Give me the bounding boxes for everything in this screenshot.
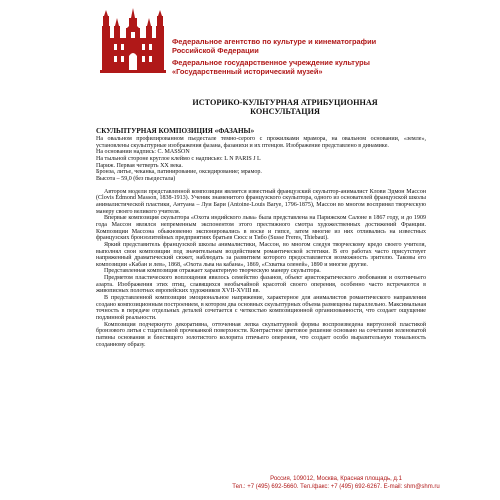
title-line-1: ИСТОРИКО-КУЛЬТУРНАЯ АТРИБУЦИОННАЯ [192, 98, 378, 107]
document-title [150, 98, 420, 116]
item-place-date: Париж. Первая четверть XX века. [96, 162, 183, 169]
org-name-museum [172, 59, 370, 76]
footer-contacts: Тел.: +7 (495) 692-5660. Тел./факс: +7 (495) 692-6267. E-mail: shm@shm.ru [232, 483, 440, 490]
paragraph: Композиция подчеркнуто декоративна, отточенная лепка скульптурной формы воспроизведена виртуозной пластикой бронзового литья с тщательной прочеканкой поверхности. Контрастное цветовое решение основано на сочетании зеленоватой патины основания и блестящего золотистого колорита птичьего оперения, что создает особо выразительную тональность созданному образу. [96, 321, 426, 348]
item-height: Высота – 59,0 (без пьедестала) [96, 175, 176, 182]
title-line-2: КОНСУЛЬТАЦИЯ [250, 107, 320, 116]
paragraph: Яркий представитель французской школы анималистики, Массон, во многом следуя творческому кредо своего учителя, выполнял свои композиции под значительным воздействием романтической эстетики. В его работах часто присутствует напряженный драматический сюжет, наблюдать за развитием которого предоставляется возможность зрителю. Таковы его композиции «Кабан и лев», 1868, «Охота льва на кабана», 1869, «Схватка оленей», 1890 и многие другие. [96, 241, 426, 268]
item-material: Бронза, литье, чеканка, патинирование, оксидирование; мрамор. [96, 169, 262, 176]
org-museum-line-2: «Государственный исторический музей» [172, 66, 323, 76]
item-inscription: На основании надпись: С. MASSON [96, 149, 190, 156]
footer [176, 476, 496, 491]
paragraph: Предметом пластического воплощения явилось семейство фазанов, объект аристократического любования и охотничьего азарта. Изображения этих птиц, славящихся необычайной красотой своего оперения, особенно часто встречаются в живописных полотнах европейских художников XVII-XVIII вв. [96, 275, 426, 295]
paragraph: Впервые композиция скульптора «Охота индийского льва» была представлена на Парижском Салоне в 1867 году, и до 1909 года Массон являлся непременным экспонентом этого престижного смотра художественных достижений Франции. Композиции Массона обыкновенно экспонировались в воске и гипсе, затем многие из них отливались на известных французских бронзолитейных предприятиях братьев Сюсс и Тибо (Susse Freres, Thiebaut). [96, 215, 426, 242]
document-body [96, 127, 426, 348]
item-stamp: На тыльной стороне круглое клеймо с надписью: L N PARIS J L [96, 155, 261, 162]
footer-address: Россия, 109012, Москва, Красная площадь, д.1 [270, 476, 402, 482]
paragraph: В представленной композиции эмоциональное напряжение, характерное для анималистов романтического направления создано композиционным построением, в котором два основных скульптурных объема размещены параллельно. Максимальная точность в передаче отдельных деталей сочетается с четкостью композиционной организованности, что создает ощущение подлинной реальности. [96, 295, 426, 322]
org-museum-line-1: Федеральное государственное учреждение культуры [172, 58, 370, 67]
paragraph: Автором модели представленной композиции является известный французский скульптор-анималист Клови Эдмон Массон (Clovis Edmond Masson, 1838-1913). Ученик знаменитого французского скульптора, одного из основателей французской школы анималистической пластики, Антуана – Луи Бари (Antoine-Louis Barye, 1796-1875), Массон во многом воспринял творческую манеру своего великого учителя. [96, 188, 426, 215]
org-name-agency [172, 38, 376, 55]
paragraph: Представленная композиция отражает характерную творческую манеру скульптора. [104, 268, 321, 275]
org-agency-line-1: Федеральное агентство по культуре и кинематографии [172, 37, 377, 46]
item-heading: СКУЛЬПТУРНАЯ КОМПОЗИЦИЯ «ФАЗАНЫ» [96, 127, 255, 135]
state-historical-museum-logo-icon [98, 8, 168, 74]
org-agency-line-2: Российской Федерации [172, 45, 259, 55]
item-description: На овальном профилированном пьедестале темно-серого с прожилками мрамора, на овальном основании, «земле», установлены скульптурные изображения фазана, фазанихи и их птенцов. Изображение представлено в динамике. [96, 136, 426, 149]
